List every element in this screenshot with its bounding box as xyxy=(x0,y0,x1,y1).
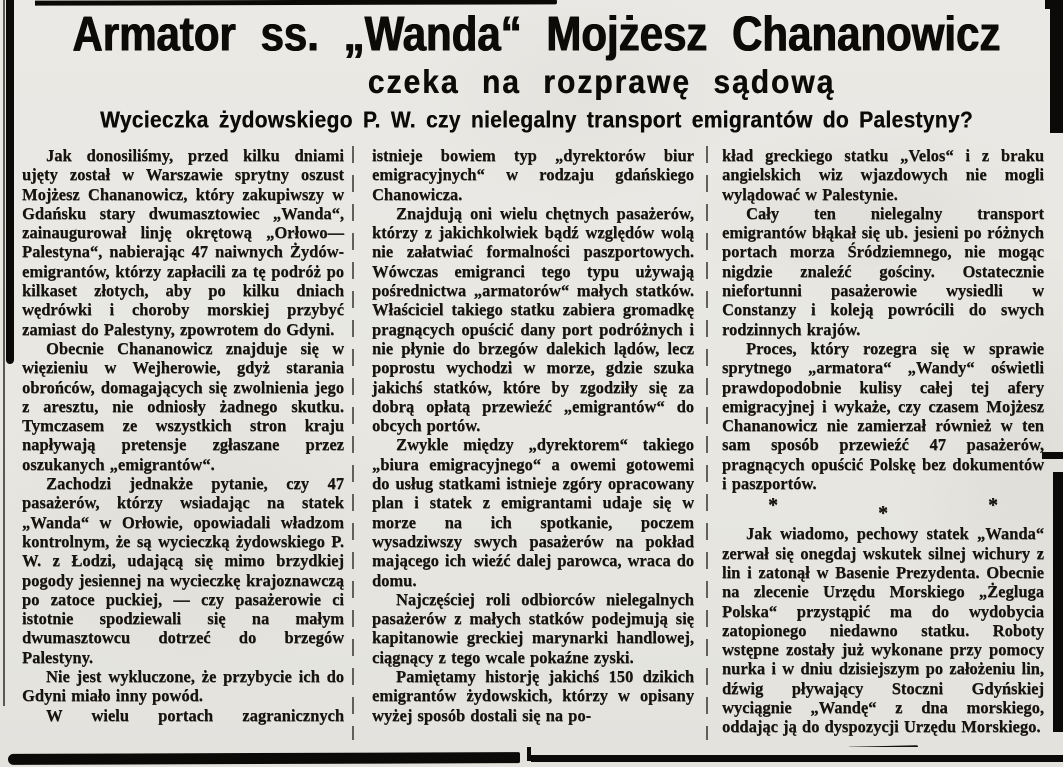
article-body xyxy=(22,146,1045,747)
paragraph: Cały ten nielegalny transport emigrantów błąkał się ub. jesieni po różnych portach morza Śródziemnego, nie mogąc nigdzie znaleźć gościny. Ostatecznie niefortunni pasażerowie wysiedli w Constanzy i koleją powrócili do swych rodzinnych krajów. xyxy=(722,203,1044,339)
paragraph: Najczęściej roli odbiorców nielegalnych pasażerów z małych statków podejmują się kapitanowie greckiej marynarki handlowej, ciągnący z tego wcale pokaźne zyski. xyxy=(372,589,694,667)
end-of-article-rule xyxy=(848,745,918,747)
right-edge-bar-top xyxy=(1050,6,1063,133)
asterisk: * xyxy=(878,502,888,525)
paragraph: Pamiętamy historję jakichś 150 dzikich emigrantów żydowskich, którzy w opisany wyżej sposób dostali się na po- xyxy=(372,667,694,725)
paragraph: kład greckiego statku „Velos“ i z braku angielskich wiz wjazdowych nie mogli wylądować w Palestynie. xyxy=(722,146,1044,204)
paragraph: Zachodzi jednakże pytanie, czy 47 pasażerów, którzy wsiadając na statek „Wanda“ w Orłowie, opowiadali władzom kontrolnym, że są wycieczką żydowskiego P. W. z Łodzi, udającą się mimo brzydkiej pogody jesiennej na wycieczkę krajoznawczą po zatoce puckiej, — czy pasażerowie ci istotnie spodziewali się na małym dwumasztowcu dotrzeć do brzegów Palestyny. xyxy=(22,474,344,667)
masthead xyxy=(30,5,1043,135)
paragraph: Zwykle między „dyrektorem“ takiego „biura emigracyjnego“ a owemi gotowemi do usług statkami istnieje zgóry opracowany plan i statek z emigrantami udaje się w morze na ich spotkanie, poczem wysadziwszy swych pasażerów na pokład mającego ich wieźć dalej parowca, wraca do domu. xyxy=(372,435,694,590)
paragraph: Nie jest wykluczone, że przybycie ich do Gdyni miało inny powód. xyxy=(22,667,344,706)
paragraph: Jak wiadomo, pechowy statek „Wanda“ zerwał się onegdaj wskutek silnej wichury z lin i zatonął w Basenie Prezydenta. Obecnie na zlecenie Urzędu Morskiego „Żegluga Polska“ przystąpić ma do wydobycia zatopionego niedawno statku. Roboty wstępne zostały już wykonane przy pomocy nurka i w dniu dzisiejszym po założeniu lin, dźwig pływający Stoczni Gdyńskiej wyciągnie „Wandę“ z dna morskiego, oddając ją do dyspozycji Urzędu Morskiego. xyxy=(722,524,1044,737)
paragraph: W wielu portach zagranicznych xyxy=(46,705,344,725)
deck: Wycieczka żydowskiego P. W. czy nielegalny transport emigrantów do Palestyny? xyxy=(100,108,973,133)
asterisk: * xyxy=(988,494,998,517)
bottom-edge-bar-left xyxy=(8,752,520,765)
paragraph: Znajdują oni wielu chętnych pasażerów, którzy z jakichkolwiek bądź względów wolą nie załatwiać formalności paszportowych. Wówczas emigranci tego typu używają pośrednictwa „armatorów“ małych statków. Właściciel takiego statku zabiera gromadkę pragnących opuścić dany port podróżnych i nie płynie do brzegów dalekich lądów, lecz poprostu wychodzi w morze, gdzie szuka jakichś statków, które by zgodziły się za dobrą opłatą przewieźć „emigrantów“ do obcych portów. xyxy=(372,203,694,436)
article-column-2 xyxy=(372,146,694,747)
paragraph: Proces, który rozegra się w sprawie sprytnego „armatora“ „Wandy“ oświetli prawdopodobnie kulisy całej tej afery emigracyjnej i wykaże, czy czasem Mojżesz Chananowicz nie zamierzał również w ten sam sposób przewieźć 47 pasażerów, pragnących opuścić Polskę bez dokumentów i paszportów. xyxy=(722,338,1044,494)
right-edge-bar-bottom xyxy=(1053,472,1063,732)
article-column-1 xyxy=(22,146,344,747)
asterisk-separator xyxy=(768,494,998,525)
paragraph: istnieje bowiem typ „dyrektorów biur emigracyjnych“ w rodzaju gdańskiego Chanowicza. xyxy=(372,146,694,204)
left-margin-rule xyxy=(3,0,5,706)
paragraph: Jak donosiliśmy, przed kilku dniami ujęty został w Warszawie sprytny oszust Mojżesz Chananowicz, który zakupiwszy w Gdańsku stary dwumasztowiec „Wanda“, zainaugurował linję okrętową „Orłowo—Palestyna“, nabierając 47 naiwnych Żydów-emigrantów, którzy zapłacili za tę podróż po kilkaset złotych, aby po kilku dniach wędrówki i choroby morskiej przybyć zamiast do Palestyny, zpowrotem do Gdyni. xyxy=(22,146,344,339)
subheadline: czeka na rozprawę sądową xyxy=(367,63,836,101)
right-edge-tick xyxy=(1042,452,1063,459)
asterisk: * xyxy=(768,494,778,517)
paragraph: Obecnie Chananowicz znajduje się w więzieniu w Wejherowie, gdyż starania obrońców, domagających się zwolnienia jego z aresztu, nie odniosły żadnego skutku. Tymczasem ze wszystkich stron kraju napływają pretensje zgłaszane przez oszukanych „emigrantów“. xyxy=(22,338,344,474)
article-column-3 xyxy=(722,146,1044,747)
bottom-edge-bar-right xyxy=(531,755,1063,762)
headline: Armator ss. „Wanda“ Mojżesz Chananowicz xyxy=(72,5,1001,62)
left-edge-bar xyxy=(6,0,14,364)
